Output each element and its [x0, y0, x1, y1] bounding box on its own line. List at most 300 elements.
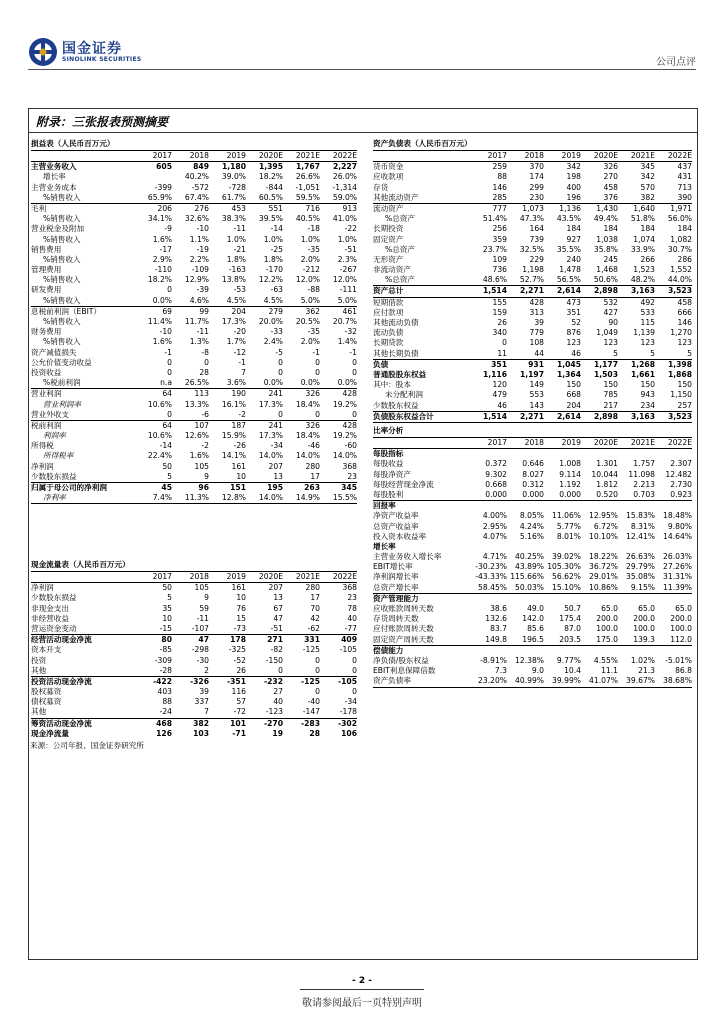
value-cell [618, 542, 655, 552]
value-cell: 1,270 [670, 328, 692, 338]
value-cell: 533 [640, 307, 655, 317]
value-cell: 479 [492, 390, 507, 400]
table-row [31, 645, 357, 655]
value-cell [470, 449, 507, 459]
value-cell: -14 [270, 224, 283, 234]
value-cell: 1,364 [556, 369, 581, 379]
table-row [373, 501, 692, 511]
row-label: 存货 [373, 182, 389, 192]
value-cell: 1,180 [221, 162, 246, 172]
row-label: 研发费用 [31, 285, 62, 295]
value-cell: 90 [608, 318, 618, 327]
value-cell: 10.044 [591, 469, 618, 479]
appendix-title: 附录：三张报表预测摘要 [36, 115, 169, 129]
row-label: %销售收入 [43, 295, 81, 305]
value-cell: 196 [566, 192, 581, 202]
value-cell: 39.5% [258, 214, 283, 224]
row-label: 每股经营现金净流 [373, 479, 434, 489]
value-cell: 175.0 [596, 634, 618, 644]
table-row [31, 193, 357, 204]
row-label: 负债股东权益合计 [373, 411, 434, 421]
value-cell: 1.812 [596, 479, 618, 489]
value-cell: 931 [528, 359, 544, 369]
value-cell: -1 [238, 357, 246, 367]
row-label: 总资产增长率 [373, 582, 419, 592]
value-cell: 48.2% [630, 275, 655, 285]
value-cell [581, 542, 618, 552]
value-cell: 26.6% [295, 172, 320, 182]
value-cell: -11 [196, 327, 209, 337]
table-row [31, 183, 357, 193]
value-cell: 35.8% [593, 244, 618, 254]
value-cell: 492 [640, 297, 655, 307]
value-cell: 0.646 [522, 459, 544, 469]
cashflow-statement-table [31, 559, 357, 739]
row-label: 净资产收益率 [373, 511, 419, 521]
value-cell: 229 [529, 254, 544, 264]
value-cell: 736 [492, 265, 507, 275]
value-cell: 14.1% [221, 451, 246, 461]
year-header-cell: 2019 [561, 151, 581, 160]
value-cell: 263 [304, 483, 320, 492]
value-cell: 428 [342, 420, 357, 430]
value-cell: 175.4 [559, 614, 581, 624]
value-cell: 39 [199, 687, 209, 697]
value-cell: -24 [159, 707, 172, 717]
value-cell: 161 [231, 583, 246, 593]
value-cell: -85 [159, 645, 172, 655]
row-label: 其他流动资产 [373, 192, 419, 202]
value-cell: 5.77% [556, 521, 581, 531]
value-cell: 11.39% [663, 582, 692, 592]
value-cell: 14.9% [295, 493, 320, 503]
value-cell: 0 [167, 409, 172, 419]
table-row [31, 719, 357, 729]
value-cell: 15.5% [332, 493, 357, 503]
value-cell: 21.3 [638, 666, 655, 676]
value-cell: 33.9% [630, 244, 655, 254]
value-cell: 0 [352, 409, 357, 419]
value-cell: 0.000 [522, 489, 544, 499]
value-cell: 49.0 [527, 604, 544, 613]
value-cell: 5 [650, 348, 655, 358]
value-cell: -35 [307, 244, 320, 254]
value-cell: 146 [677, 318, 692, 327]
value-cell: 4.71% [482, 552, 507, 562]
row-label: 净利润 [31, 583, 54, 593]
value-cell: 0.0% [337, 378, 357, 388]
row-label: %总资产 [385, 214, 415, 224]
value-cell: 50.6% [593, 275, 618, 285]
value-cell: -53 [233, 285, 246, 295]
value-cell: 100.0 [633, 624, 655, 634]
table-row [373, 583, 692, 594]
value-cell [544, 542, 581, 552]
year-header-spacer [31, 572, 135, 582]
table-row [373, 370, 692, 380]
value-cell: 1.0% [337, 234, 357, 244]
value-cell: 26.03% [663, 552, 692, 562]
value-cell: 50.03% [515, 582, 544, 592]
table-row [31, 462, 357, 472]
table-row [31, 285, 357, 295]
row-label: 所得税 [31, 441, 54, 451]
value-cell: -309 [154, 655, 172, 665]
value-cell: -147 [302, 707, 320, 717]
value-cell: 67 [273, 603, 283, 613]
value-cell: 26.5% [184, 378, 209, 388]
row-label: 每股净资产 [373, 469, 411, 479]
value-cell: 0.668 [485, 479, 507, 489]
value-cell: -8 [201, 347, 209, 357]
table-row [373, 183, 692, 193]
row-label: 投入资本收益率 [373, 531, 427, 541]
table-row [373, 532, 692, 542]
value-cell: -844 [265, 182, 283, 192]
table-row [373, 338, 692, 348]
table-row [31, 214, 357, 224]
year-header-cell: 2017 [152, 151, 172, 160]
year-header-cell: 2020E [258, 151, 283, 160]
value-cell: 2,898 [593, 411, 618, 421]
row-label: 其中：股本 [373, 380, 411, 390]
value-cell: -422 [152, 676, 172, 686]
value-cell: 0 [315, 687, 320, 697]
year-header-cell: 2022E [667, 151, 692, 160]
table-row [31, 635, 357, 645]
table-row [373, 204, 692, 214]
year-header-cell: 2022E [332, 572, 357, 581]
row-label: 其他长期负债 [373, 348, 419, 358]
value-cell: -1 [164, 347, 172, 357]
value-cell: 345 [341, 483, 357, 492]
value-cell: 42 [310, 613, 320, 623]
value-cell: 12.95% [589, 511, 618, 521]
value-cell: 0 [352, 357, 357, 367]
value-cell: 46 [571, 348, 581, 358]
row-label: EBIT增长率 [373, 562, 413, 572]
value-cell: 39 [534, 318, 544, 327]
value-cell: 0.0% [300, 378, 320, 388]
value-cell: 1,073 [522, 203, 544, 213]
row-label: 其他 [31, 707, 47, 717]
value-cell: n.a [160, 378, 172, 388]
value-cell: 10.86% [589, 582, 618, 592]
row-label: 回报率 [373, 501, 396, 511]
value-cell: 9 [204, 471, 209, 481]
value-cell: 1.192 [559, 479, 581, 489]
value-cell: 345 [640, 162, 655, 172]
year-header-row [31, 151, 357, 162]
value-cell [618, 594, 655, 604]
value-cell: 553 [529, 390, 544, 400]
value-cell: 15.10% [552, 582, 581, 592]
value-cell: -123 [265, 707, 283, 717]
value-cell: 1,049 [596, 328, 618, 338]
value-cell: 241 [268, 420, 283, 430]
value-cell: 105 [194, 461, 209, 471]
row-label: 增长率 [373, 541, 396, 551]
year-header-spacer [31, 151, 135, 161]
value-cell: 39.99% [552, 676, 581, 686]
value-cell: 1.0% [263, 234, 283, 244]
table-row [373, 298, 692, 308]
row-label: %销售收入 [43, 192, 81, 202]
value-cell: 46 [497, 400, 507, 410]
value-cell: 285 [492, 192, 507, 202]
year-header-cell: 2018 [189, 151, 209, 160]
value-cell: 326 [305, 420, 320, 430]
value-cell: -34 [270, 441, 283, 451]
value-cell: 13.8% [221, 275, 246, 285]
value-cell: 927 [566, 234, 581, 244]
value-cell: 18.2% [147, 275, 172, 285]
value-cell: 100.0 [670, 624, 692, 634]
value-cell: 943 [640, 390, 655, 400]
value-cell: 1,150 [670, 390, 692, 400]
row-label: 净利润 [31, 461, 54, 471]
value-cell: 280 [305, 583, 320, 593]
value-cell: 245 [603, 254, 618, 264]
value-cell: 27 [273, 687, 283, 697]
value-cell: 3,163 [630, 286, 655, 296]
value-cell: -22 [344, 224, 357, 234]
table-row [373, 380, 692, 390]
value-cell [655, 542, 692, 552]
value-cell: 1,514 [482, 411, 507, 421]
value-cell: 351 [566, 307, 581, 317]
value-cell: 51.4% [482, 214, 507, 224]
value-cell: 88 [162, 697, 172, 707]
value-cell: 1,767 [295, 162, 320, 172]
value-cell: 1.757 [633, 459, 655, 469]
value-cell: -33 [270, 327, 283, 337]
value-cell: 2,227 [332, 162, 357, 172]
value-cell: 1.008 [559, 459, 581, 469]
value-cell: 23.7% [482, 244, 507, 254]
value-cell: 779 [529, 328, 544, 338]
value-cell: 2.0% [300, 254, 320, 264]
table-row [373, 522, 692, 532]
value-cell: 120 [492, 380, 507, 390]
table-row [31, 245, 357, 255]
value-cell: 149 [529, 380, 544, 390]
table-row [31, 348, 357, 358]
value-cell: 123 [566, 338, 581, 348]
value-cell: 10 [236, 471, 246, 481]
row-label: EBIT利息保障倍数 [373, 666, 436, 676]
value-cell: 4.5% [263, 295, 283, 305]
value-cell: -298 [191, 645, 209, 655]
table-row [31, 677, 357, 687]
value-cell: 2 [204, 665, 209, 675]
value-cell: 39.02% [552, 552, 581, 562]
value-cell: -9 [164, 224, 172, 234]
value-cell: 1.8% [263, 254, 283, 264]
row-label: 存货周转天数 [373, 614, 419, 624]
value-cell: 0.520 [596, 489, 618, 499]
value-cell: -110 [154, 265, 172, 275]
year-header-cell: 2019 [226, 572, 246, 581]
value-cell: 458 [603, 182, 618, 192]
value-cell: -25 [270, 244, 283, 254]
value-cell: 351 [491, 359, 507, 369]
value-cell: 217 [603, 400, 618, 410]
row-label: 财务费用 [31, 327, 62, 337]
value-cell: 204 [566, 400, 581, 410]
value-cell: 785 [603, 390, 618, 400]
value-cell: 12.6% [184, 431, 209, 441]
row-label: 经营活动现金净流 [31, 635, 92, 645]
value-cell: 1,503 [593, 369, 618, 379]
value-cell: -26 [233, 441, 246, 451]
row-label: 主营业务收入 [31, 162, 77, 172]
sinolink-logo-icon [28, 37, 58, 67]
row-label: %销售收入 [43, 234, 81, 244]
row-label: 总资产收益率 [373, 521, 419, 531]
row-label: 应付款项 [373, 307, 404, 317]
table-row [373, 255, 692, 265]
value-cell: 11.1 [601, 666, 618, 676]
row-label: 其他 [31, 665, 47, 675]
row-label: 营业利润率 [43, 399, 81, 409]
value-cell: -77 [344, 623, 357, 633]
value-cell: 35 [162, 603, 172, 613]
table-row [373, 245, 692, 255]
value-cell: 1,640 [633, 203, 655, 213]
row-label: 主营业务收入增长率 [373, 552, 442, 562]
value-cell: 142.0 [522, 614, 544, 624]
report-type: 公司点评 [656, 57, 696, 68]
year-header-cell: 2022E [332, 151, 357, 160]
value-cell [544, 594, 581, 604]
value-cell: 0 [352, 687, 357, 697]
value-cell: 26 [497, 318, 507, 327]
value-cell: 0 [167, 367, 172, 377]
value-cell: 12.8% [221, 493, 246, 503]
value-cell: 29.01% [589, 572, 618, 582]
value-cell: 11.3% [184, 493, 209, 503]
table-row [31, 389, 357, 399]
table-row [373, 412, 692, 423]
value-cell: -1,314 [332, 182, 357, 192]
table-row [373, 490, 692, 501]
year-header-cell: 2021E [295, 151, 320, 160]
row-label: 少数股东损益 [31, 593, 77, 603]
value-cell: 11.098 [628, 469, 655, 479]
value-cell: 49.4% [593, 214, 618, 224]
header-divider [28, 69, 696, 70]
value-cell: -11 [233, 224, 246, 234]
table-row [373, 172, 692, 182]
row-label: 投资活动现金净流 [31, 676, 92, 686]
value-cell: -32 [344, 327, 357, 337]
row-label: 货币资金 [373, 162, 404, 172]
value-cell: -14 [159, 441, 172, 451]
value-cell: 100.0 [596, 624, 618, 634]
value-cell: 1,478 [559, 265, 581, 275]
value-cell: -283 [300, 718, 320, 728]
value-cell: 28 [199, 367, 209, 377]
row-label: 应收款项 [373, 172, 404, 182]
value-cell [618, 501, 655, 511]
table-row [31, 656, 357, 666]
value-cell: 0.000 [559, 489, 581, 499]
value-cell: 2.213 [633, 479, 655, 489]
value-cell: 849 [193, 162, 209, 172]
value-cell: 99 [199, 306, 209, 316]
value-cell: -2 [238, 409, 246, 419]
value-cell: -12 [233, 347, 246, 357]
value-cell: 41.0% [332, 214, 357, 224]
value-cell: 1,082 [670, 234, 692, 244]
value-cell: 69 [162, 306, 172, 316]
value-cell: 123 [603, 338, 618, 348]
row-label: 息税前利润（EBIT） [31, 306, 102, 316]
value-cell: 50.7 [564, 604, 581, 613]
value-cell: -107 [191, 623, 209, 633]
value-cell: 0 [204, 357, 209, 367]
value-cell: -572 [191, 182, 209, 192]
table-row [31, 441, 357, 451]
value-cell: 2.95% [482, 521, 507, 531]
row-label: 固定资产 [373, 234, 404, 244]
value-cell: 113 [194, 389, 209, 399]
table-row [31, 666, 357, 677]
value-cell: -72 [233, 707, 246, 717]
row-label: 税前利润 [31, 420, 62, 430]
row-label: 应付账款周转天数 [373, 624, 434, 634]
value-cell: -10 [196, 224, 209, 234]
value-cell: 9.0 [531, 666, 544, 676]
value-cell: 276 [194, 203, 209, 213]
value-cell: 913 [342, 203, 357, 213]
value-cell: 27.26% [663, 562, 692, 572]
value-cell: 5 [167, 471, 172, 481]
row-label: 每股股利 [373, 489, 404, 499]
table-row [31, 472, 357, 483]
footer-disclaimer: 敬请参阅最后一页特别声明 [302, 998, 422, 1009]
row-label: 少数股东损益 [31, 471, 77, 481]
income-statement-table [31, 138, 357, 504]
year-header-cell: 2017 [487, 438, 507, 447]
value-cell: -170 [265, 265, 283, 275]
value-cell: 203.5 [559, 634, 581, 644]
value-cell: 207 [268, 461, 283, 471]
row-label: %销售收入 [43, 317, 81, 326]
value-cell: 2.4% [263, 337, 283, 347]
value-cell: -30 [196, 655, 209, 665]
value-cell: 279 [268, 306, 283, 316]
value-cell: -52 [233, 655, 246, 665]
value-cell: 18.4% [295, 399, 320, 409]
value-cell: 40 [273, 697, 283, 707]
value-cell: 1,198 [522, 265, 544, 275]
value-cell: 713 [677, 182, 692, 192]
value-cell: 22.4% [147, 451, 172, 461]
value-cell [470, 501, 507, 511]
value-cell: -351 [226, 676, 246, 686]
value-cell: 10 [236, 593, 246, 603]
value-cell: 7 [241, 367, 246, 377]
value-cell [618, 449, 655, 459]
value-cell: 86.8 [675, 666, 692, 676]
value-cell: -88 [307, 285, 320, 295]
value-cell: 1,971 [670, 203, 692, 213]
value-cell: 34.1% [147, 214, 172, 224]
row-label: 资产总计 [373, 286, 404, 296]
row-label: 现金净流量 [31, 728, 69, 738]
